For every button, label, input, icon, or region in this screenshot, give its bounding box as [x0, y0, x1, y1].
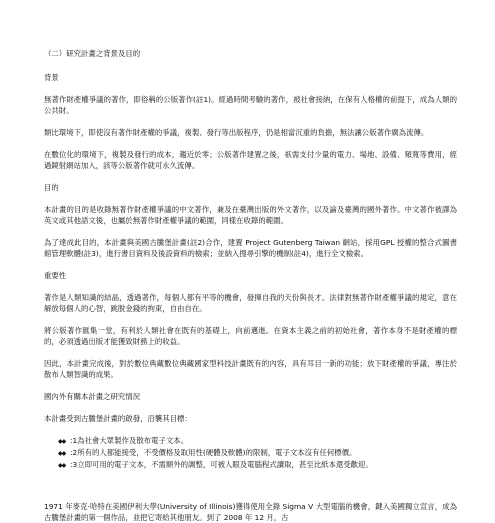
section-title: （二）研究計畫之背景及目的	[44, 49, 141, 58]
list-item	[58, 459, 457, 471]
goal-list	[58, 435, 457, 471]
goal-text-1: :1為社會大眾製作及散布電子文本。	[70, 436, 189, 445]
goal-text-3: :3立即可用的電子文本，不需額外的調整，可被人眼及電腦程式讀取，甚至比紙本還受歡迎。	[70, 460, 373, 469]
closing-paragraph: 1971 年麥克·哈特在美國伊利大學(University of Illinois)獲得使用全錄 Sigma V 大型電腦的機會，鍵入美國獨立宣言，成為古騰堡計畫的第一個作品，並把它寄給其他朋友。到了 2008 年 12 月，古	[44, 502, 457, 522]
importance-paragraph-1: 著作是人類知識的結晶，透過著作，每個人都有平等的機會，發揮自我的天份與長才。法律對無著作財產權爭議的規定，意在解放每個人的心智，跳脫金錢的拘束，自由自在。	[44, 293, 457, 313]
list-item	[58, 435, 457, 447]
goal-text-2: :2所有的人都能接受，不受價格及取用性(硬體及軟體)的限制，電子文本沒有任何標價。	[70, 448, 357, 457]
domestic-intro: 本計畫受到古騰堡計畫的啟發，沿襲其目標：	[44, 414, 192, 423]
importance-paragraph-3: 因此，本計畫完成後，對於數位典藏數位典藏國家型科技計畫既有的內容，具有耳目一新的功能；放下財產權的爭議，專注於散布人類智識的成果。	[44, 359, 457, 379]
domestic-heading: 國內外有關本計畫之研究情況	[44, 392, 141, 401]
background-paragraph-2: 類比環境下，即使沒有著作財產權的爭議，複製、發行等出版程序，仍是相當沉重的負擔，無法讓公版著作廣為流傳。	[44, 128, 429, 137]
background-paragraph-1: 無著作財產權爭議的著作，即俗稱的公版著作(註1)。經過時間考驗的著作，被社會接納，在保有人格權的前提下，成為人類的公共財。	[44, 95, 457, 115]
bullet-mark-icon: ◆◆	[58, 450, 66, 457]
purpose-heading: 目的	[44, 183, 59, 192]
bullet-mark-icon: ◆◆	[58, 438, 66, 445]
importance-heading: 重要性	[44, 271, 67, 280]
list-item	[58, 447, 457, 459]
purpose-paragraph-2: 為了達成此目的，本計畫與美國古騰堡計畫(註2)合作，建置 Project Gutenberg Taiwan 網站，採用GPL 授權的整合式圖書館管理軟體(註3)，進行書目資料及後設資料的檢索；並納入搜尋引擎的機制(註4)，進行全文檢索。	[44, 238, 457, 258]
importance-paragraph-2: 將公版著作匯集一堂，有利於人類社會在既有的基礎上，向前邁進。在資本主義之前的初始社會，著作本身不是財產權的標的，必須透過出版才能獲致財務上的收益。	[44, 326, 457, 346]
purpose-paragraph-1: 本計畫的目的是收錄無著作財產權爭議的中文著作，兼及在臺灣出版的外文著作，以及論及臺灣的國外著作。中文著作被譯為英文或其他語文後，也屬於無著作財產權爭議的範圍，同樣在收錄的範圍。	[44, 205, 457, 225]
spacer	[44, 483, 457, 501]
bullet-mark-icon: ◆◆	[58, 462, 66, 469]
background-heading: 背景	[44, 73, 59, 82]
background-paragraph-3: 在數位化的環境下，複製及發行的成本，趨近於零；公版著作建置之後，祇需支付少量的電力、場地、設備、頻寬等費用，經過鏡射網站加入，該等公版著作就可永久流傳。	[44, 150, 457, 170]
